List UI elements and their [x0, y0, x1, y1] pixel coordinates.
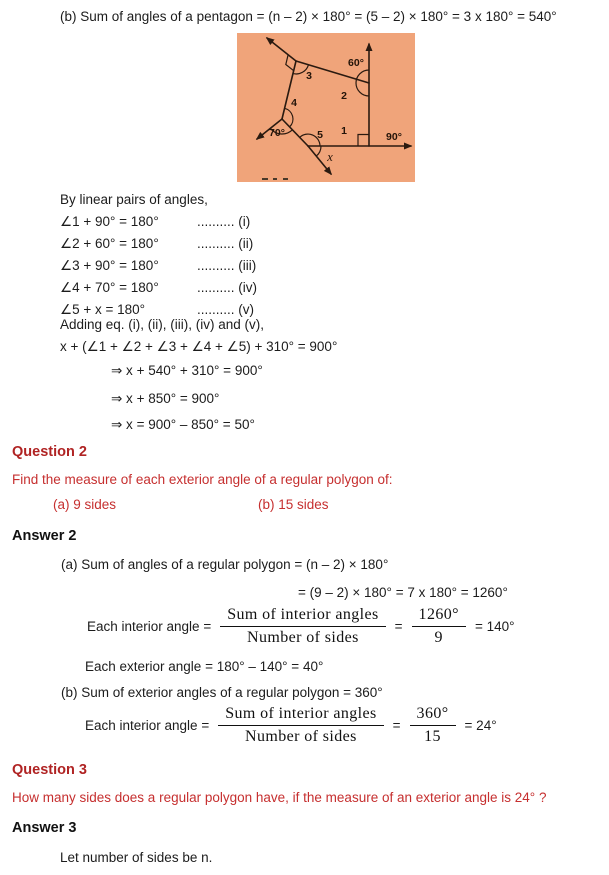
- interior-angle-equation-a: [87, 606, 515, 647]
- fraction-denominator: 9: [434, 629, 443, 646]
- fraction-numerator: 360°: [410, 705, 456, 726]
- equation-row: [60, 258, 256, 275]
- value-fraction: [410, 705, 456, 746]
- equation-row: [60, 280, 257, 297]
- equation-ref: .......... (v): [197, 302, 254, 317]
- equals-sign: =: [392, 718, 401, 733]
- equation-ref: .......... (ii): [197, 236, 254, 251]
- interior-angle-fraction: [220, 606, 385, 647]
- question-2-option-b: (b) 15 sides: [258, 497, 329, 512]
- fraction-result: = 24°: [464, 718, 497, 733]
- fraction-denominator: Number of sides: [245, 728, 357, 745]
- interior-angle-label: Each interior angle =: [87, 619, 212, 634]
- question-2-text: Find the measure of each exterior angle of a regular polygon of:: [12, 472, 393, 487]
- exterior-60-label: 60°: [348, 57, 364, 69]
- equation-ref: .......... (iii): [197, 258, 257, 273]
- derivation-step: ⇒ x + 540° + 310° = 900°: [111, 363, 263, 378]
- equation-row: [60, 236, 253, 253]
- interior-angle-fraction: [218, 705, 383, 746]
- derivation-step: ⇒ x + 850° = 900°: [111, 391, 220, 406]
- value-fraction: [412, 606, 466, 647]
- equation-lhs: ∠3 + 90° = 180°: [60, 258, 159, 273]
- equation-lhs: ∠4 + 70° = 180°: [60, 280, 159, 295]
- question-2-option-a: (a) 9 sides: [53, 497, 117, 512]
- exterior-angle-line: Each exterior angle = 180° – 140° = 40°: [85, 659, 324, 674]
- exterior-x-label: x: [327, 150, 333, 164]
- equals-sign: =: [394, 619, 403, 634]
- equation-lhs: ∠5 + x = 180°: [60, 302, 146, 317]
- pentagon-sum-line: (b) Sum of angles of a pentagon = (n – 2) × 180° = (5 – 2) × 180° = 3 x 180° = 540°: [60, 9, 557, 24]
- angle-4-label: 4: [291, 97, 297, 109]
- fraction-result: = 140°: [474, 619, 515, 634]
- answer-2a-line2: = (9 – 2) × 180° = 7 x 180° = 1260°: [298, 585, 508, 600]
- interior-angle-label: Each interior angle =: [85, 718, 210, 733]
- equation-ref: .......... (i): [197, 214, 251, 229]
- linear-pairs-intro: By linear pairs of angles,: [60, 192, 208, 207]
- equation-lhs: ∠2 + 60° = 180°: [60, 236, 159, 251]
- angle-2-label: 2: [341, 90, 347, 102]
- exterior-90-label: 90°: [386, 131, 402, 143]
- adding-equations-line: Adding eq. (i), (ii), (iii), (iv) and (v),: [60, 317, 265, 332]
- answer-2b-line: (b) Sum of exterior angles of a regular polygon = 360°: [61, 685, 383, 700]
- derivation-step: ⇒ x = 900° – 850° = 50°: [111, 417, 255, 432]
- exterior-70-label: 70°: [269, 127, 285, 139]
- fraction-numerator: Sum of interior angles: [220, 606, 385, 627]
- answer-3-heading: Answer 3: [12, 820, 77, 836]
- diagram-background: [237, 33, 415, 182]
- sum-equation-line: x + (∠1 + ∠2 + ∠3 + ∠4 + ∠5) + 310° = 900°: [60, 339, 338, 354]
- fraction-denominator: Number of sides: [247, 629, 359, 646]
- question-3-text: How many sides does a regular polygon have, if the measure of an exterior angle is 24° ?: [12, 790, 547, 805]
- answer-3-line1: Let number of sides be n.: [60, 850, 213, 865]
- fraction-numerator: Sum of interior angles: [218, 705, 383, 726]
- equation-ref: .......... (iv): [197, 280, 257, 295]
- equation-lhs: ∠1 + 90° = 180°: [60, 214, 159, 229]
- angle-3-label: 3: [306, 70, 312, 82]
- question-3-heading: Question 3: [12, 762, 87, 778]
- interior-angle-equation-b: [85, 705, 497, 746]
- answer-2-heading: Answer 2: [12, 528, 77, 544]
- fraction-denominator: 15: [424, 728, 441, 745]
- question-2-heading: Question 2: [12, 444, 87, 460]
- angle-1-label: 1: [341, 125, 347, 137]
- equation-row: [60, 214, 250, 231]
- answer-2a-line1: (a) Sum of angles of a regular polygon = (n – 2) × 180°: [61, 557, 389, 572]
- pentagon-exterior-angles-diagram: [237, 33, 415, 182]
- angle-5-label: 5: [317, 129, 323, 141]
- fraction-numerator: 1260°: [412, 606, 466, 627]
